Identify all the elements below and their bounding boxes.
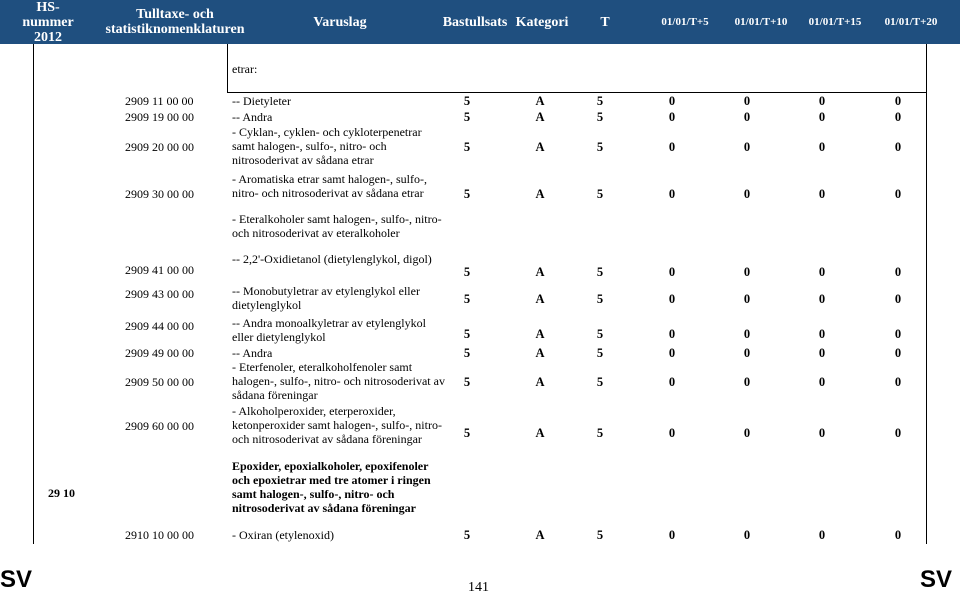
header-goods: Varuslag	[313, 14, 367, 30]
row-rate-t: 5	[596, 426, 604, 440]
row-description: -- Monobutyletrar av etylenglykol eller dietylenglykol	[232, 284, 420, 312]
row-rate-t: 5	[596, 140, 604, 154]
heading-description: Epoxider, epoxialkoholer, epoxifenoler och epoxietrar med tre atomer i ringen samt halogen-, sulfo-, nitro- och nitrosoderivat av sådana föreningar	[232, 459, 431, 515]
row-rate-t10: 0	[743, 327, 751, 341]
row-category: A	[535, 346, 545, 360]
footer-language-right: SV	[920, 566, 953, 593]
row-rate-t10: 0	[743, 426, 751, 440]
intro-text: etrar:	[232, 62, 258, 76]
row-description: - Alkoholperoxider, eterperoxider, ketonperoxider samt halogen-, sulfo-, nitro- och nitrosoderivat av sådana föreningar	[232, 404, 442, 446]
row-rate-t5: 0	[668, 140, 676, 154]
row-base-rate: 5	[463, 187, 471, 201]
row-base-rate: 5	[463, 327, 471, 341]
header-base-rate: Bastullsats	[442, 14, 508, 30]
row-code: 2909 43 00 00	[125, 287, 194, 301]
row-rate-t5: 0	[668, 426, 676, 440]
row-rate-t15: 0	[818, 426, 826, 440]
row-base-rate: 5	[463, 375, 471, 389]
row-category: A	[535, 292, 545, 306]
row-rate-t10: 0	[743, 528, 751, 542]
row-rate-t10: 0	[743, 346, 751, 360]
row-rate-t5: 0	[668, 375, 676, 389]
row-rate-t10: 0	[743, 140, 751, 154]
row-rate-t20: 0	[894, 375, 902, 389]
table-border-right	[926, 44, 927, 544]
row-category: A	[535, 426, 545, 440]
row-rate-t5: 0	[668, 187, 676, 201]
header-t20: 01/01/T+20	[884, 15, 938, 28]
table-border-left	[33, 44, 34, 544]
row-code: 2909 60 00 00	[125, 419, 194, 433]
page-number: 141	[468, 580, 489, 595]
row-rate-t: 5	[596, 110, 604, 124]
row-rate-t15: 0	[818, 346, 826, 360]
row-category: A	[535, 187, 545, 201]
row-rate-t20: 0	[894, 110, 902, 124]
row-rate-t10: 0	[743, 265, 751, 279]
row-category: A	[535, 375, 545, 389]
table-header	[0, 0, 960, 44]
row-base-rate: 5	[463, 346, 471, 360]
row-code: 2909 41 00 00	[125, 263, 194, 277]
row-rate-t5: 0	[668, 265, 676, 279]
row-rate-t10: 0	[743, 292, 751, 306]
row-base-rate: 5	[463, 265, 471, 279]
row-rate-t20: 0	[894, 187, 902, 201]
row-rate-t5: 0	[668, 110, 676, 124]
row-code: 2909 49 00 00	[125, 346, 194, 360]
row-rate-t20: 0	[894, 327, 902, 341]
header-tariff-line2: statistiknomenklaturen	[105, 22, 245, 37]
row-category: A	[535, 327, 545, 341]
row-code: 2909 50 00 00	[125, 375, 194, 389]
row-description: -- 2,2'-Oxidietanol (dietylenglykol, digol)	[232, 252, 432, 266]
header-category: Kategori	[515, 14, 569, 30]
row-description: - Eteralkoholer samt halogen-, sulfo-, nitro- och nitrosoderivat av eteralkoholer	[232, 212, 442, 240]
header-t10: 01/01/T+10	[734, 15, 788, 28]
row-description: - Aromatiska etrar samt halogen-, sulfo-, nitro- och nitrosoderivat av sådana etrar	[232, 172, 427, 200]
row-category: A	[535, 528, 545, 542]
row-rate-t10: 0	[743, 110, 751, 124]
intro-divider	[227, 44, 228, 92]
header-hs-line3: 2012	[34, 29, 62, 45]
row-rate-t15: 0	[818, 375, 826, 389]
row-base-rate: 5	[463, 140, 471, 154]
row-description: -- Andra	[232, 346, 273, 360]
row-description: -- Andra	[232, 110, 273, 124]
row-base-rate: 5	[463, 110, 471, 124]
row-rate-t20: 0	[894, 140, 902, 154]
header-t15: 01/01/T+15	[808, 15, 862, 28]
row-rate-t15: 0	[818, 140, 826, 154]
header-t: T	[600, 14, 610, 30]
row-rate-t: 5	[596, 94, 604, 108]
row-description: -- Dietyleter	[232, 94, 291, 108]
header-hs-line1: HS-	[36, 0, 60, 15]
header-hs-number	[0, 0, 96, 44]
row-rate-t5: 0	[668, 346, 676, 360]
row-rate-t10: 0	[743, 187, 751, 201]
row-rate-t15: 0	[818, 292, 826, 306]
row-rate-t5: 0	[668, 528, 676, 542]
row-rate-t: 5	[596, 187, 604, 201]
row-rate-t15: 0	[818, 265, 826, 279]
row-description: -- Andra monoalkyletrar av etylenglykol eller dietylenglykol	[232, 316, 426, 344]
row-rate-t20: 0	[894, 94, 902, 108]
row-description: - Cyklan-, cyklen- och cykloterpenetrar samt halogen-, sulfo-, nitro- och nitrosoderivat av sådana etrar	[232, 125, 422, 167]
row-rate-t20: 0	[894, 426, 902, 440]
row-category: A	[535, 140, 545, 154]
row-description: - Oxiran (etylenoxid)	[232, 528, 334, 542]
row-rate-t: 5	[596, 292, 604, 306]
row-code: 2909 44 00 00	[125, 319, 194, 333]
row-base-rate: 5	[463, 426, 471, 440]
row-rate-t: 5	[596, 375, 604, 389]
row-rate-t15: 0	[818, 528, 826, 542]
row-rate-t20: 0	[894, 528, 902, 542]
row-base-rate: 5	[463, 528, 471, 542]
row-code: 2909 19 00 00	[125, 110, 194, 124]
row-description: - Eterfenoler, eteralkoholfenoler samt halogen-, sulfo-, nitro- och nitrosoderivat av sådana föreningar	[232, 360, 445, 402]
row-rate-t20: 0	[894, 265, 902, 279]
row-base-rate: 5	[463, 94, 471, 108]
row-rate-t15: 0	[818, 187, 826, 201]
row-code: 2910 10 00 00	[125, 528, 194, 542]
header-t5: 01/01/T+5	[661, 15, 709, 28]
row-rate-t20: 0	[894, 292, 902, 306]
heading-code: 29 10	[48, 486, 75, 500]
row-rate-t15: 0	[818, 94, 826, 108]
row-rate-t: 5	[596, 528, 604, 542]
row-rate-t5: 0	[668, 292, 676, 306]
row-code: 2909 20 00 00	[125, 140, 194, 154]
row-category: A	[535, 110, 545, 124]
row-base-rate: 5	[463, 292, 471, 306]
row-category: A	[535, 265, 545, 279]
row-rate-t: 5	[596, 327, 604, 341]
footer-language-left: SV	[0, 566, 33, 593]
intro-rule	[227, 92, 927, 93]
row-rate-t10: 0	[743, 375, 751, 389]
row-rate-t: 5	[596, 265, 604, 279]
row-rate-t15: 0	[818, 327, 826, 341]
header-tariff-line1: Tulltaxe- och	[136, 7, 214, 22]
row-category: A	[535, 94, 545, 108]
row-rate-t20: 0	[894, 346, 902, 360]
header-tariff	[105, 0, 245, 44]
row-rate-t: 5	[596, 346, 604, 360]
row-rate-t5: 0	[668, 327, 676, 341]
row-rate-t5: 0	[668, 94, 676, 108]
row-code: 2909 11 00 00	[125, 94, 194, 108]
header-hs-line2: nummer	[22, 14, 74, 30]
row-code: 2909 30 00 00	[125, 187, 194, 201]
row-rate-t15: 0	[818, 110, 826, 124]
row-rate-t10: 0	[743, 94, 751, 108]
